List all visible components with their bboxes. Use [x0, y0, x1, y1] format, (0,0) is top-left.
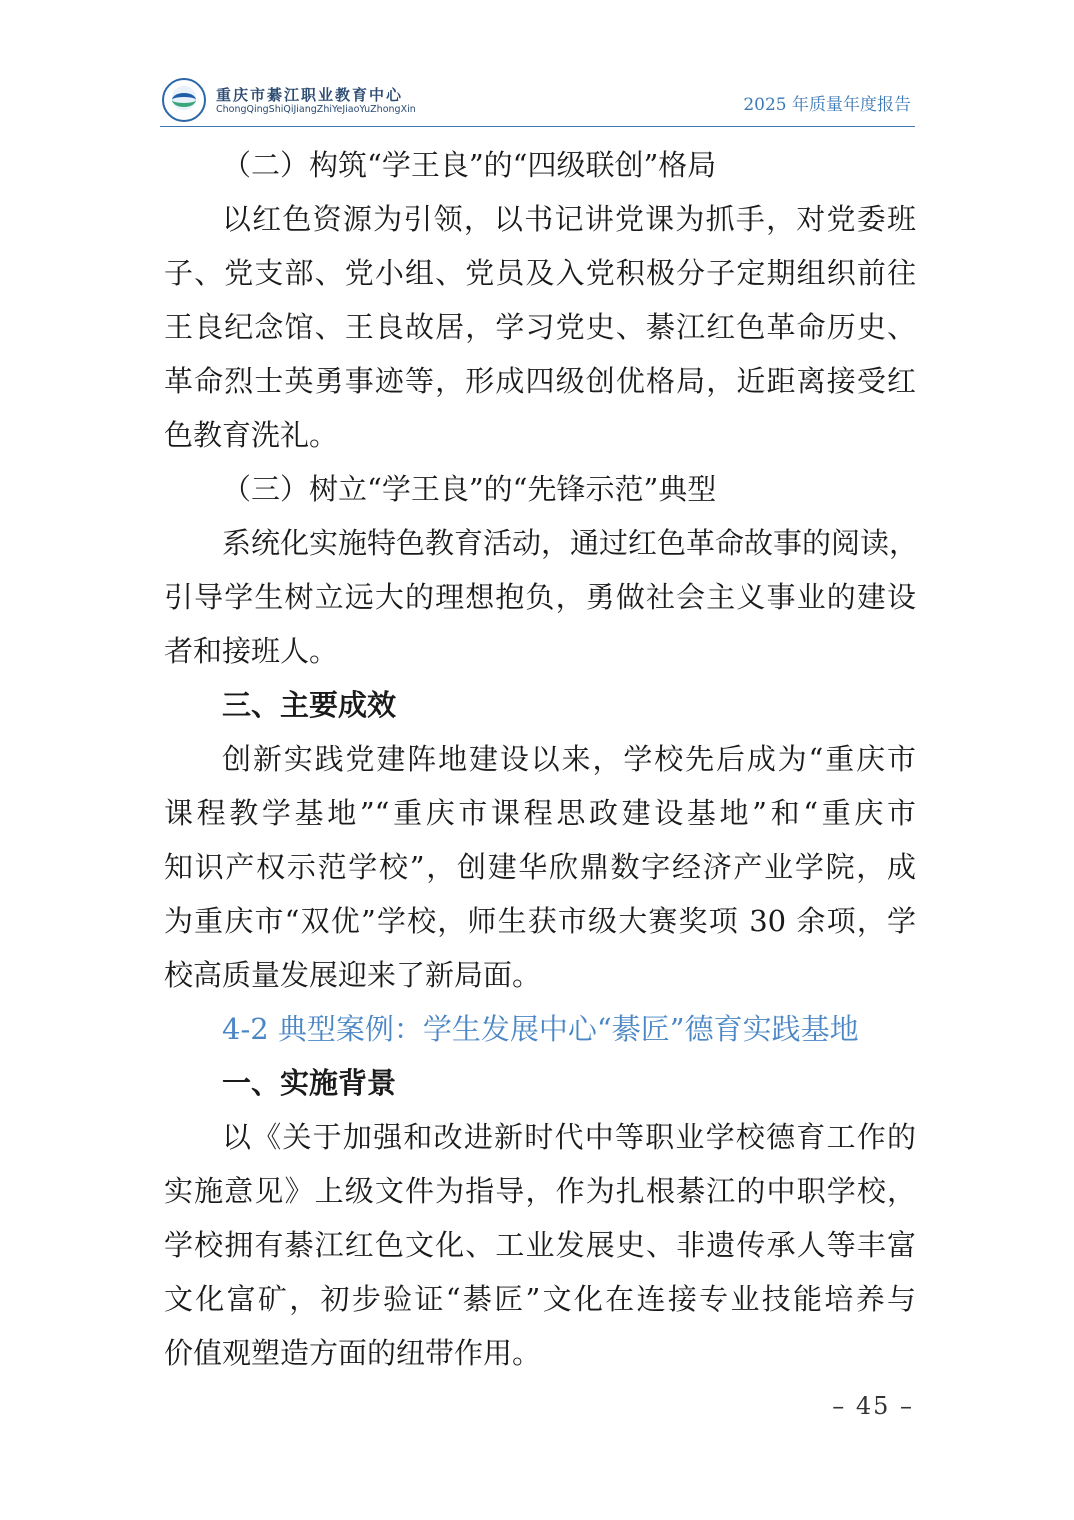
school-pinyin: ChongQingShiQiJiangZhiYeJiaoYuZhongXin	[216, 104, 416, 115]
paragraph-line: 王良纪念馆、王良故居，学习党史、綦江红色革命历史、	[164, 310, 916, 344]
paragraph-line: 为重庆市“双优”学校，师生获市级大赛奖项 30 余项，学	[164, 904, 916, 938]
paragraph-line: 系统化实施特色教育活动，通过红色革命故事的阅读，	[222, 526, 919, 560]
paragraph-line: 者和接班人。	[164, 634, 339, 668]
paragraph-line: 实施意见》上级文件为指导，作为扎根綦江的中职学校，	[164, 1174, 916, 1208]
school-logo-icon	[162, 78, 206, 122]
paragraph-line: 文化富矿，初步验证“綦匠”文化在连接专业技能培养与	[164, 1282, 916, 1316]
section-heading: （二）构筑“学王良”的“四级联创”格局	[222, 148, 717, 182]
paragraph-line: 课程教学基地”“重庆市课程思政建设基地”和“重庆市	[164, 796, 916, 830]
paragraph-line: 以《关于加强和改进新时代中等职业学校德育工作的	[222, 1120, 916, 1154]
paragraph-line: 知识产权示范学校”，创建华欣鼎数字经济产业学院，成	[164, 850, 916, 884]
paragraph-line: 价值观塑造方面的纽带作用。	[164, 1336, 542, 1370]
paragraph-line: 学校拥有綦江红色文化、工业发展史、非遗传承人等丰富	[164, 1228, 916, 1262]
paragraph-line: 以红色资源为引领，以书记讲党课为抓手，对党委班	[222, 202, 916, 236]
paragraph-line: 革命烈士英勇事迹等，形成四级创优格局，近距离接受红	[164, 364, 916, 398]
report-title: 2025 年质量年度报告	[743, 95, 911, 115]
paragraph-line: 校高质量发展迎来了新局面。	[164, 958, 542, 992]
header-divider	[160, 126, 915, 127]
page-header	[160, 78, 915, 128]
document-body	[164, 138, 919, 1380]
paragraph-line: 色教育洗礼。	[164, 418, 339, 452]
paragraph-line: 子、党支部、党小组、党员及入党积极分子定期组织前往	[164, 256, 916, 290]
paragraph-line: 创新实践党建阵地建设以来，学校先后成为“重庆市	[222, 742, 916, 776]
case-title: 4-2 典型案例：学生发展中心“綦匠”德育实践基地	[222, 1012, 859, 1046]
paragraph-line: 引导学生树立远大的理想抱负，勇做社会主义事业的建设	[164, 580, 916, 614]
section-heading: 三、主要成效	[222, 688, 397, 722]
section-heading: 一、实施背景	[222, 1066, 397, 1100]
page-number: – 45 –	[832, 1392, 914, 1420]
school-name: 重庆市綦江职业教育中心	[216, 86, 404, 104]
section-heading: （三）树立“学王良”的“先锋示范”典型	[222, 472, 717, 506]
